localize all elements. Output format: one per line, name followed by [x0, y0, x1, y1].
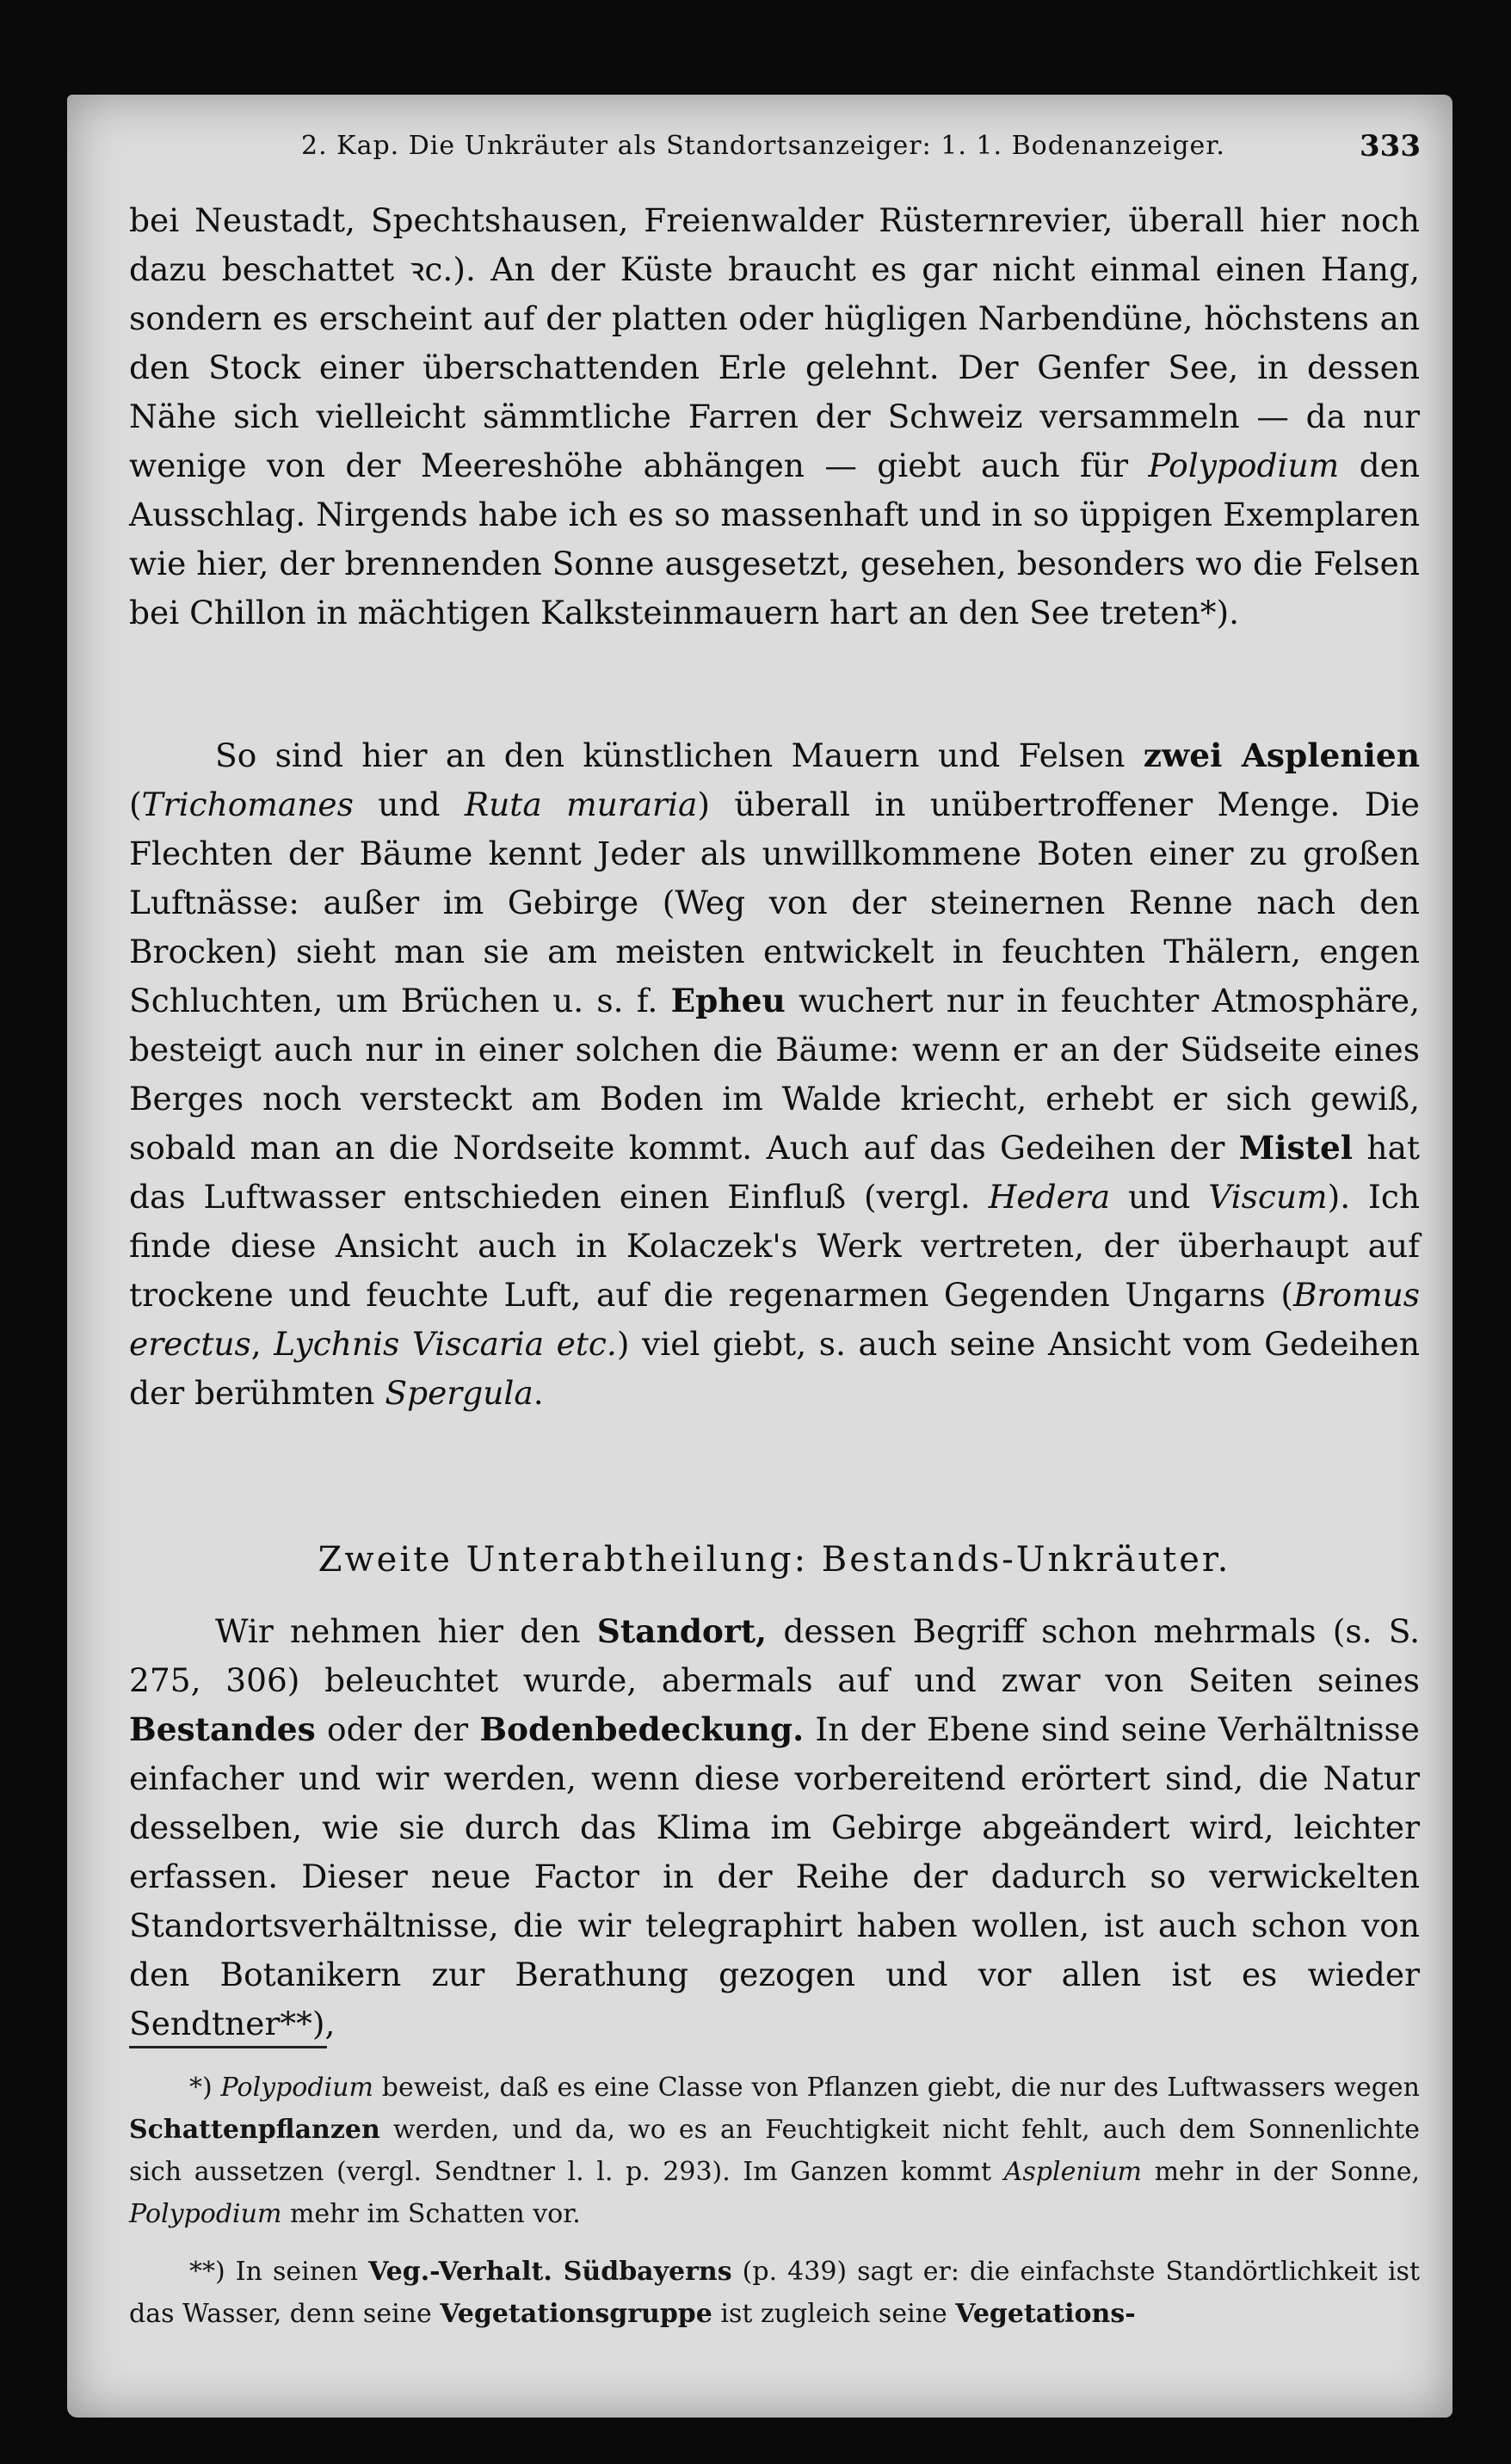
term-viscum: Viscum [1208, 1178, 1328, 1216]
p3-text-d: In der Ebene sind seine Verhältnisse einfacher und wir werden, wenn diese vorbereitend erörtert sind, die Natur desselben, wie sie durch das Klima im Gebirge abgeändert wird, leichter erfassen. Dieser neue Factor in der Reihe der dadurch so verwickelten Standortsverhältnisse, die wir telegraphirt haben wollen, ist auch schon von den Botanikern zur Berathung gezogen und vor allen ist es wieder Sendtner**), [129, 1710, 1420, 2042]
footnote-rule [129, 2046, 327, 2048]
fn1-polypodium-2: Polypodium [129, 2199, 282, 2229]
fn2-text-a: In seinen [235, 2257, 369, 2287]
p2-text-e: wuchert nur in feuchter Atmosphäre, besteigt auch nur in einer solchen die Bäume: wenn er an der Südseite eines Berges noch versteckt am Boden im Walde kriecht, erhebt er sich gewiß, sobald man an die Nordseite kommt. Auch auf das Gedeihen der [129, 982, 1420, 1167]
fn1-polypodium: Polypodium [220, 2073, 373, 2103]
term-bodenbedeckung: Bodenbedeckung. [479, 1710, 805, 1748]
fn2-vegetationsgruppe: Vegetationsgruppe [440, 2299, 712, 2329]
fn1-text-a: beweist, daß es eine Classe von Pflanzen giebt, die nur des Luftwassers wegen [373, 2073, 1421, 2103]
fn2-text-c: ist zugleich seine [712, 2299, 956, 2329]
term-standort: Standort, [596, 1612, 768, 1650]
footnote-2 [129, 2251, 1420, 2335]
running-header: 2. Kap. Die Unkräuter als Standortsanzeiger: 1. 1. Bodenanzeiger. [301, 131, 1225, 161]
term-ruta-muraria: Ruta muraria [464, 785, 698, 823]
section-heading: Zweite Unterabtheilung: Bestands-Unkräuter. [318, 1540, 1231, 1580]
p2-text-c: und [353, 785, 465, 823]
paragraph-1-text: bei Neustadt, Spechtshausen, Freienwalder Rüsternrevier, überall hier noch dazu beschattet ꝛc.). An der Küste braucht es gar nicht einmal einen Hang, sondern es erscheint auf der platten oder hügligen Narbendüne, höchstens an den Stock einer überschattenden Erle gelehnt. Der Genfer See, in dessen Nähe sich vielleicht sämmtliche Farren der Schweiz versammeln — da nur wenige von der Meereshöhe abhängen — giebt auch für [129, 201, 1420, 484]
footnote-1 [129, 2067, 1420, 2235]
fn1-text-b: werden, und da, wo es an Feuchtigkeit nicht fehlt, auch dem Sonnenlichte sich aussetzen (vergl. Sendtner l. l. p. 293). Im Ganzen kommt [129, 2115, 1420, 2187]
fn1-text-d: mehr im Schatten vor. [281, 2199, 581, 2229]
p2-text-h: ). Ich finde diese Ansicht auch in Kolaczek's Werk vertreten, der überhaupt auf trockene und feuchte Luft, auf die regenarmen Gegenden Ungarns ( [129, 1178, 1421, 1314]
fn2-text-b: (p. 439) sagt er: die einfachste Standörtlichkeit ist das Wasser, denn seine [129, 2257, 1421, 2329]
term-bestandes: Bestandes [129, 1710, 316, 1748]
footnotes [129, 2067, 1420, 2350]
paragraph-1-text-cont: den Ausschlag. Nirgends habe ich es so massenhaft und in so üppigen Exemplaren wie hier, der brennenden Sonne ausgesetzt, gesehen, besonders wo die Felsen bei Chillon in mächtigen Kalksteinmauern hart an den See treten*). [129, 447, 1420, 631]
term-lychnis-viscaria: Lychnis Viscaria etc. [274, 1325, 617, 1363]
footnote-2-marker: **) [189, 2257, 236, 2287]
fn1-text-c: mehr in der Sonne, [1142, 2157, 1420, 2187]
term-bromus-erectus: Bromus erectus [129, 1276, 1420, 1363]
p2-text-g: und [1110, 1178, 1209, 1216]
term-zwei-asplenien: zwei Asplenien [1143, 736, 1421, 774]
fn2-vegetations: Vegetations- [955, 2299, 1136, 2329]
p3-text-b: dessen Begriff schon mehrmals (s. S. 275, 306) beleuchtet wurde, abermals auf und zwar von Seiten seines [129, 1612, 1421, 1699]
p2-text-d: ) überall in unübertroffener Menge. Die Flechten der Bäume kennt Jeder als unwillkommene Boten einer zu großen Luftnässe: außer im Gebirge (Weg von der steinernen Renne nach den Brocken) sieht man sie am meisten entwickelt in feuchten Thälern, engen Schluchten, um Brüchen u. s. f. [129, 785, 1420, 1019]
term-hedera: Hedera [988, 1178, 1111, 1216]
p2-text-f: hat das Luftwasser entschieden einen Einfluß (vergl. [129, 1129, 1420, 1216]
p2-text-b: ( [129, 785, 142, 823]
term-mistel: Mistel [1238, 1129, 1354, 1167]
p3-text-c: oder der [315, 1710, 480, 1748]
p2-text-a: So sind hier an den künstlichen Mauern und Felsen [215, 736, 1144, 774]
term-epheu: Epheu [670, 982, 786, 1019]
fn1-schattenpflanzen: Schattenpflanzen [129, 2115, 380, 2145]
p2-text-k: . [533, 1374, 544, 1412]
term-trichomanes: Trichomanes [141, 785, 354, 823]
p2-text-j: ) viel giebt, s. auch seine Ansicht vom Gedeihen der berühmten [129, 1325, 1421, 1412]
term-polypodium: Polypodium [1148, 447, 1340, 484]
term-spergula: Spergula [385, 1374, 533, 1412]
fn2-veg-verhalt: Veg.-Verhalt. Südbayerns [368, 2257, 732, 2287]
footnote-1-marker: *) [189, 2073, 221, 2103]
page-number: 333 [1360, 129, 1421, 163]
paragraph-2 [129, 731, 1420, 1418]
p3-text-a: Wir nehmen hier den [215, 1612, 597, 1650]
paragraph-1 [129, 196, 1420, 638]
paragraph-3 [129, 1607, 1420, 2048]
p2-text-i: , [250, 1325, 274, 1363]
fn1-asplenium: Asplenium [1003, 2157, 1143, 2187]
